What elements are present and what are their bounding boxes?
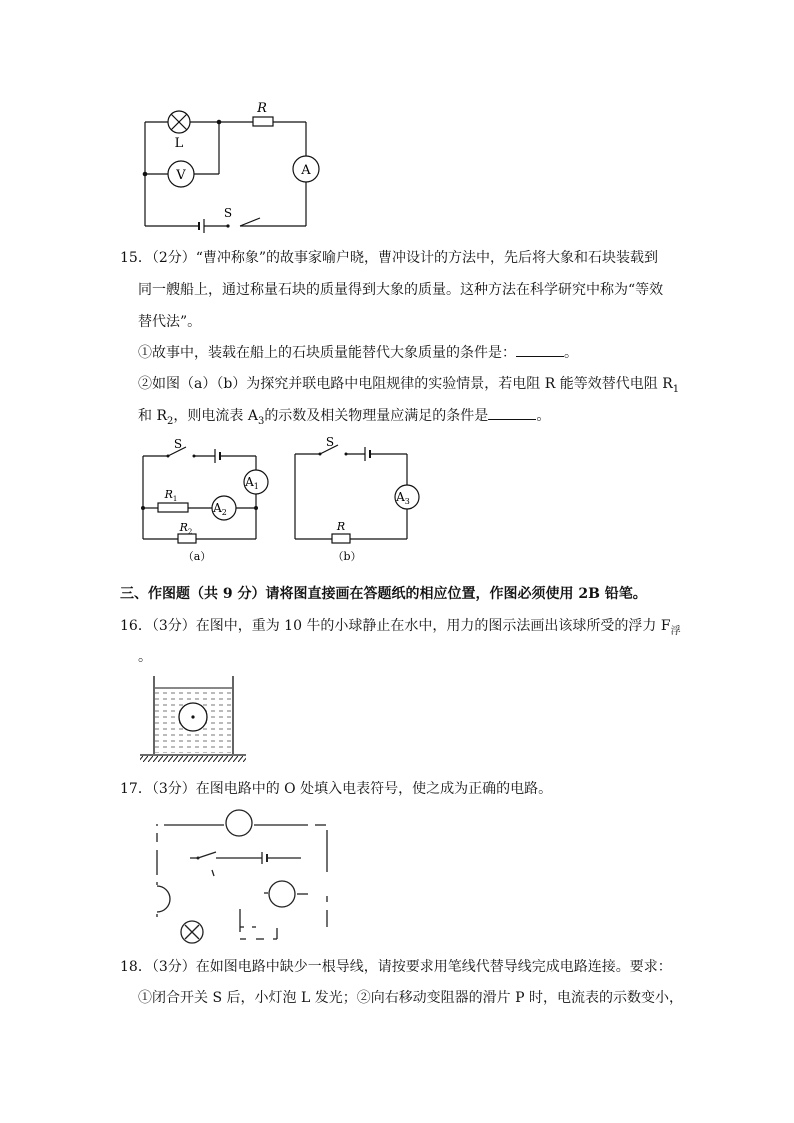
q15-line6-end: 。 [536,408,551,424]
q16-line1 [120,615,681,643]
r2-subscript: 2 [167,415,174,427]
q18-line1: 18．（3分）在如图电路中缺少一根导线，请按要求用笔线代替导线完成电路连接。要求： [120,959,672,975]
switch-label-a: S [173,437,183,451]
ammeter-a1-label: $A_1$ [245,475,259,491]
circuit-diagram-q15-b [290,436,420,566]
switch-label-b: S [325,435,335,449]
answer-blank-1[interactable] [516,342,564,357]
lamp-label: L [174,136,184,151]
buoyancy-subscript: 浮 [670,625,681,637]
resistor-r1-label: $R_1$ [164,488,178,503]
q15-line6-a: 和 R [138,408,167,424]
voltmeter-label: V [176,168,186,183]
figure-a-caption: （a） [182,550,212,563]
q15-line3: 替代法”。 [138,314,202,330]
circuit-diagram-q14 [140,100,320,235]
q15-sub1-text: ①故事中，装载在船上的石块质量能替代大象质量的条件是： [138,345,516,361]
a3-subscript: 3 [257,415,265,427]
q15-line1: 15．（2分）“曹冲称象”的故事家喻户晓，曹冲设计的方法中，先后将大象和石块装载到 [120,250,659,266]
q18-line2: ①闭合开关 S 后，小灯泡 L 发光；②向右移动变阻器的滑片 P 时，电流表的示数变小， [138,990,684,1006]
q15-line6-b: ，则电流表 A [173,408,258,424]
q15-line6-c: 的示数及相关物理量应满足的条件是 [264,408,489,424]
circuit-diagram-q15-a [138,436,278,566]
water-container-figure [138,672,248,768]
q15-line2: 同一艘船上，通过称量石块的质量得到大象的质量。这种方法在科学研究中称为“等效 [138,282,664,298]
q17-line1: 17．（3分）在图电路中的 O 处填入电表符号，使之成为正确的电路。 [120,781,553,797]
resistor-label: R [257,101,267,116]
meter-slot-top [226,810,252,836]
switch-label: S [223,206,233,220]
answer-blank-2[interactable] [488,405,536,420]
ammeter-a2-label: $A_2$ [213,501,227,517]
resistor-r-label: R [336,520,346,533]
q15-line5 [138,373,679,401]
r1-subscript: 1 [672,383,680,395]
q16-line2: 。 [138,649,152,665]
ammeter-label: A [301,163,311,178]
figure-b-caption: （b） [332,550,362,563]
section-heading: 三、作图题（共 9 分）请将图直接画在答题纸的相应位置，作图必须使用 2B 铅笔。 [120,586,647,602]
meter-slot-middle [269,881,295,907]
q15-sub2-text: ②如图（a）（b）为探究并联电路中电阻规律的实验情景，若电阻 R 能等效替代电阻 R [138,376,673,392]
q15-line6 [138,405,550,433]
ammeter-a3-label: $A_3$ [396,490,410,506]
q15-line4 [138,342,578,364]
resistor-r2-label: $R_2$ [179,521,193,536]
q16-text: 16．（3分）在图中，重为 10 牛的小球静止在水中，用力的图示法画出该球所受的浮力 F [120,618,671,634]
q15-sub1-end: 。 [564,345,578,361]
circuit-diagram-q17 [140,806,340,952]
